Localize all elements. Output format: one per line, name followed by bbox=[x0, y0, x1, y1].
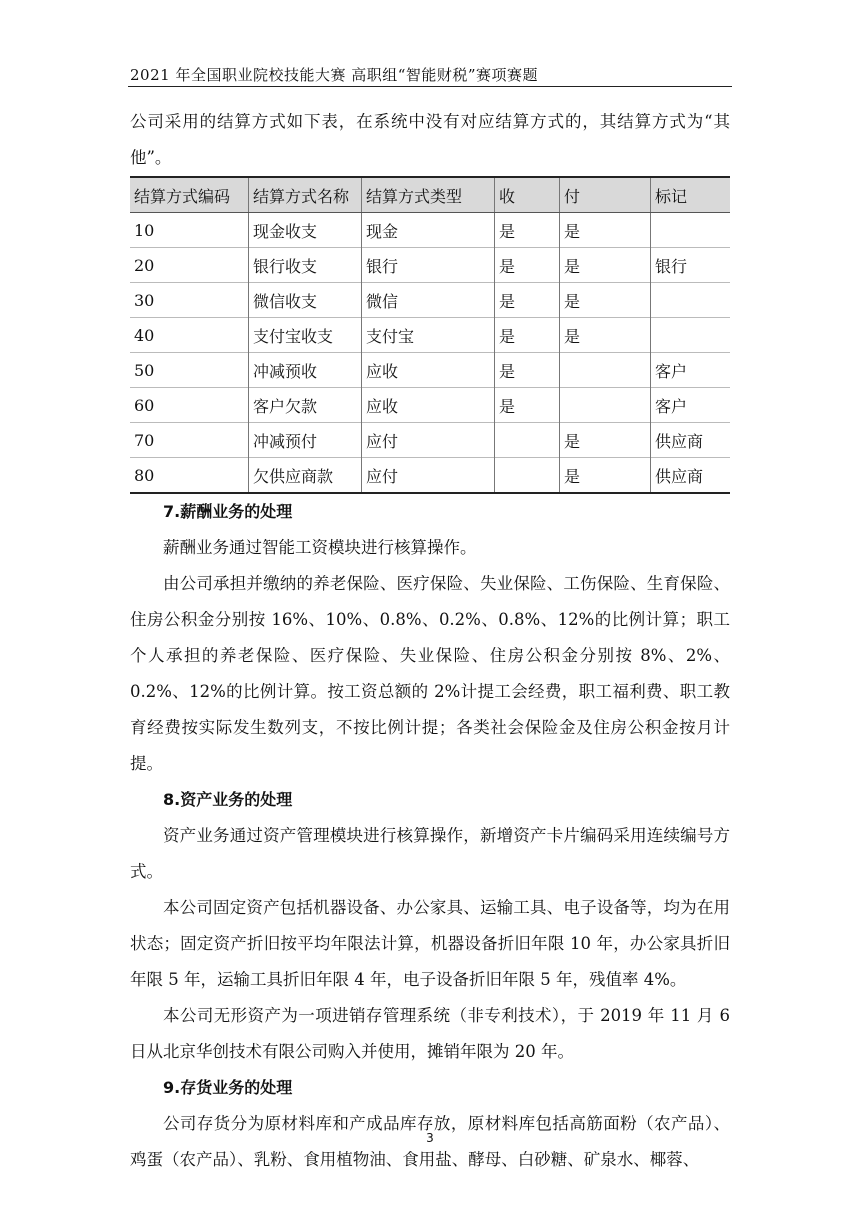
table-cell: 供应商 bbox=[651, 423, 731, 458]
table-cell: 微信 bbox=[362, 283, 495, 318]
table-cell: 60 bbox=[130, 388, 249, 423]
settlement-methods-table bbox=[130, 176, 730, 494]
table-cell: 是 bbox=[560, 458, 651, 494]
table-row bbox=[130, 248, 730, 283]
column-header: 标记 bbox=[651, 177, 731, 213]
table-cell: 冲减预付 bbox=[249, 423, 362, 458]
page-content bbox=[130, 104, 730, 1178]
table-cell: 欠供应商款 bbox=[249, 458, 362, 494]
table-cell: 是 bbox=[495, 318, 560, 353]
table-cell: 是 bbox=[495, 388, 560, 423]
table-row bbox=[130, 388, 730, 423]
table-cell: 是 bbox=[495, 353, 560, 388]
table-row bbox=[130, 423, 730, 458]
table-cell: 客户 bbox=[651, 388, 731, 423]
table-cell: 20 bbox=[130, 248, 249, 283]
section-7-paragraph-1: 薪酬业务通过智能工资模块进行核算操作。 bbox=[163, 538, 477, 557]
table-cell: 银行 bbox=[362, 248, 495, 283]
table-cell bbox=[651, 283, 731, 318]
table-row bbox=[130, 213, 730, 248]
section-9-paragraph-1: 公司存货分为原材料库和产成品库存放，原材料库包括高筋面粉（农产品）、鸡蛋（农产品）、乳粉、食用植物油、食用盐、酵母、白砂糖、矿泉水、椰蓉、 bbox=[130, 1114, 730, 1169]
table-cell: 是 bbox=[560, 283, 651, 318]
section-9-heading: 9.存货业务的处理 bbox=[163, 1078, 293, 1097]
table-cell: 微信收支 bbox=[249, 283, 362, 318]
section-8-paragraph-1: 资产业务通过资产管理模块进行核算操作，新增资产卡片编码采用连续编号方式。 bbox=[130, 826, 730, 881]
table-cell: 30 bbox=[130, 283, 249, 318]
table-cell: 50 bbox=[130, 353, 249, 388]
table-cell bbox=[651, 318, 731, 353]
table-cell: 70 bbox=[130, 423, 249, 458]
table-cell: 应收 bbox=[362, 353, 495, 388]
table-cell: 是 bbox=[560, 318, 651, 353]
table-cell: 是 bbox=[495, 283, 560, 318]
table-cell: 供应商 bbox=[651, 458, 731, 494]
table-cell: 支付宝收支 bbox=[249, 318, 362, 353]
table-body bbox=[130, 213, 730, 494]
section-8-paragraph-3: 本公司无形资产为一项进销存管理系统（非专利技术），于 2019 年 11 月 6 日从北京华创技术有限公司购入并使用，摊销年限为 20 年。 bbox=[130, 1006, 730, 1061]
table-header-row bbox=[130, 177, 730, 213]
table-row bbox=[130, 353, 730, 388]
section-7-heading: 7.薪酬业务的处理 bbox=[163, 502, 293, 521]
section-7-paragraph-2: 由公司承担并缴纳的养老保险、医疗保险、失业保险、工伤保险、生育保险、住房公积金分别按 16%、10%、0.8%、0.2%、0.8%、12%的比例计算；职工个人承担的养老保险、医疗保险、失业保险、住房公积金分别按 8%、2%、0.2%、12%的比例计算。按工资总额的 2%计提工会经费，职工福利费、职工教育经费按实际发生数列支，不按比例计提；各类社会保险金及住房公积金按月计提。 bbox=[130, 574, 730, 773]
table-cell bbox=[495, 458, 560, 494]
table-row bbox=[130, 458, 730, 494]
table-cell: 是 bbox=[560, 248, 651, 283]
table-cell: 应付 bbox=[362, 458, 495, 494]
table-cell: 银行 bbox=[651, 248, 731, 283]
table-cell: 应收 bbox=[362, 388, 495, 423]
table-cell: 客户 bbox=[651, 353, 731, 388]
table-cell bbox=[495, 423, 560, 458]
table-cell: 现金收支 bbox=[249, 213, 362, 248]
table-cell: 80 bbox=[130, 458, 249, 494]
table-cell: 支付宝 bbox=[362, 318, 495, 353]
column-header: 结算方式编码 bbox=[130, 177, 249, 213]
table-cell bbox=[560, 353, 651, 388]
column-header: 收 bbox=[495, 177, 560, 213]
column-header: 付 bbox=[560, 177, 651, 213]
table-cell: 应付 bbox=[362, 423, 495, 458]
table-cell: 是 bbox=[560, 213, 651, 248]
table-cell: 客户欠款 bbox=[249, 388, 362, 423]
table-cell: 是 bbox=[560, 423, 651, 458]
intro-paragraph: 公司采用的结算方式如下表，在系统中没有对应结算方式的，其结算方式为“其他”。 bbox=[130, 112, 730, 167]
column-header: 结算方式名称 bbox=[249, 177, 362, 213]
section-8-heading: 8.资产业务的处理 bbox=[163, 790, 293, 809]
table-row bbox=[130, 318, 730, 353]
table-cell: 是 bbox=[495, 213, 560, 248]
table-cell: 银行收支 bbox=[249, 248, 362, 283]
table-cell: 现金 bbox=[362, 213, 495, 248]
table-cell: 是 bbox=[495, 248, 560, 283]
page-header: 2021 年全国职业院校技能大赛 高职组“智能财税”赛项赛题 bbox=[130, 66, 539, 84]
column-header: 结算方式类型 bbox=[362, 177, 495, 213]
table-cell: 40 bbox=[130, 318, 249, 353]
page-number: 3 bbox=[426, 1131, 434, 1145]
table-cell bbox=[651, 213, 731, 248]
header-divider bbox=[128, 86, 732, 87]
table-cell bbox=[560, 388, 651, 423]
section-8-paragraph-2: 本公司固定资产包括机器设备、办公家具、运输工具、电子设备等，均为在用状态；固定资产折旧按平均年限法计算，机器设备折旧年限 10 年，办公家具折旧年限 5 年，运输工具折旧年限 4 年，电子设备折旧年限 5 年，残值率 4%。 bbox=[130, 898, 730, 989]
table-cell: 10 bbox=[130, 213, 249, 248]
table-row bbox=[130, 283, 730, 318]
table-cell: 冲减预收 bbox=[249, 353, 362, 388]
